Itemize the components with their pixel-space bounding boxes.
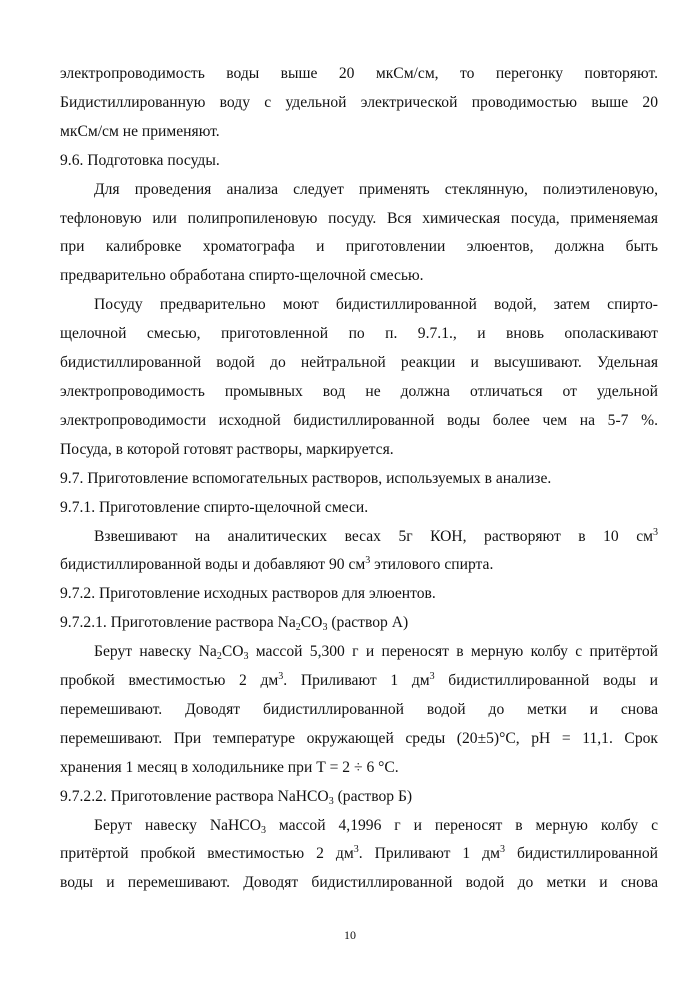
text-line: Берут навеску NaHCO$_3$ массой 4,1996 г и переносят в мерную колбу с	[94, 816, 658, 836]
text-line: при калибровке хроматографа и приготовлении элюентов, должна быть	[60, 238, 658, 256]
text-line: Взвешивают на аналитических весах 5г КОН, растворяют в 10 $см^3$	[94, 526, 658, 545]
text-line: пробкой вместимостью 2 $дм^3$. Приливают 1 $дм^3$ бидистиллированной воды и	[60, 671, 659, 690]
section-heading: 9.7.2. Приготовление исходных растворов для элюентов.	[60, 585, 436, 603]
text-line: Посуду предварительно моют бидистиллированной водой, затем спирто-	[94, 296, 658, 314]
document-page	[60, 60, 658, 898]
text-line: тефлоновую или полипропиленовую посуду. Вся химическая посуда, применяемая	[60, 209, 658, 227]
text-line: мкСм/см не применяют.	[60, 122, 220, 140]
section-heading: 9.7. Приготовление вспомогательных растворов, используемых в анализе.	[60, 469, 552, 487]
text-line: воды и перемешивают. Доводят бидистиллированной водой до метки и снова	[60, 874, 658, 892]
text-line: Посуда, в которой готовят растворы, маркируется.	[60, 440, 394, 458]
section-heading: 9.7.2.2. Приготовление раствора NaHCO$_3$ (раствор Б)	[60, 787, 413, 807]
text-line: Для проведения анализа следует применять стеклянную, полиэтиленовую,	[94, 180, 658, 198]
page-number: 10	[344, 928, 356, 942]
text-line: притёртой пробкой вместимостью 2 $дм^3$. Приливают 1 $дм^3$ бидистиллированной	[60, 844, 659, 863]
text-line: бидистиллированной воды и добавляют 90 $см^3$ этилового спирта.	[60, 555, 494, 574]
text-line: хранения 1 месяц в холодильнике при Т = 2 ÷ 6 °С.	[60, 758, 399, 776]
text-line: электропроводимости исходной бидистиллированной воды более чем на 5-7 %.	[60, 411, 658, 429]
text-line: Бидистиллированную воду с удельной электрической проводимостью выше 20	[60, 93, 658, 111]
text-line: Берут навеску $Na_2CO_3$ массой 5,300 г и переносят в мерную колбу с притёртой	[94, 643, 659, 663]
text-line: перемешивают. Доводят бидистиллированной водой до метки и снова	[60, 700, 658, 718]
section-heading: 9.7.1. Приготовление спирто-щелочной смеси.	[60, 498, 369, 516]
text-line: бидистиллированной водой до нейтральной реакции и высушивают. Удельная	[60, 354, 658, 372]
section-heading: 9.7.2.1. Приготовление раствора $Na_2CO_3$ (раствор А)	[60, 614, 409, 634]
text-line: электропроводимость промывных вод не должна отличаться от удельной	[60, 382, 658, 400]
text-line: электропроводимость воды выше 20 мкСм/см, то перегонку повторяют.	[60, 65, 658, 82]
text-line: предварительно обработана спирто-щелочной смесью.	[60, 267, 424, 285]
text-line: щелочной смесью, приготовленной по п. 9.7.1., и вновь ополаскивают	[60, 325, 658, 343]
section-heading: 9.6. Подготовка посуды.	[60, 151, 220, 169]
text-line: перемешивают. При температуре окружающей среды (20±5)°С, pH = 11,1. Срок	[60, 729, 658, 747]
